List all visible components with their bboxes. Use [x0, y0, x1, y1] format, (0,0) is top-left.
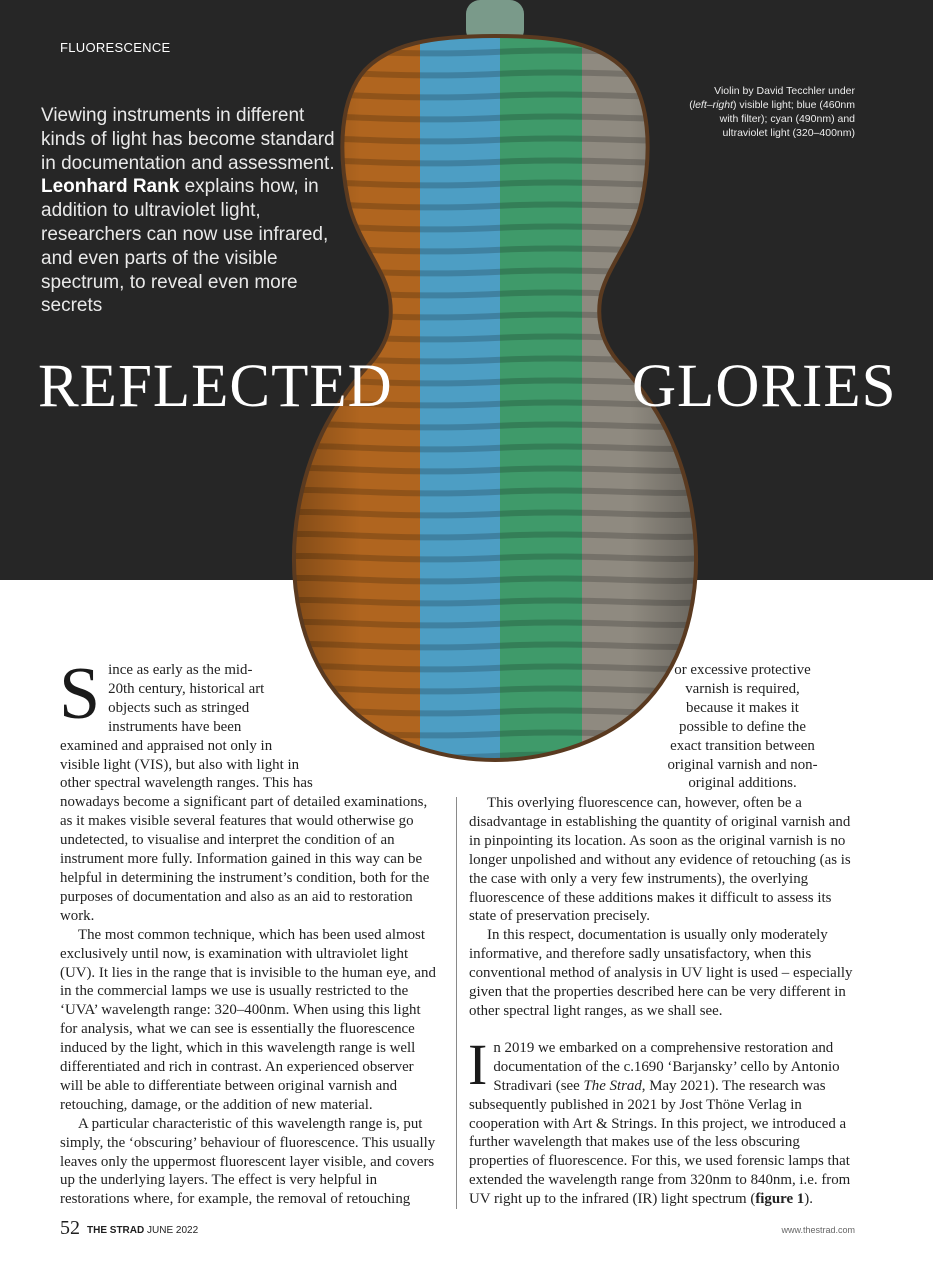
wrap-line: other spectral wavelength ranges. This has	[60, 775, 313, 792]
caption-line-3: with filter); cyan (490nm) and	[719, 113, 855, 125]
paragraph-6-b: , May 2021). The research was subsequently published in 2021 by Jost Thöne Verlag in cooperation with Art & Strings. In this project, we introduced a further wavelength that makes use of the less obscuring properties of fluorescence. For this, we used forensic lamps that extended the wavelength range from 320nm to 840nm, i.e. from UV right up to the infrared (IR) light spectrum (	[469, 1077, 851, 1208]
drop-cap: I	[468, 1031, 488, 1097]
caption-line-1: Violin by David Tecchler under	[714, 85, 855, 97]
drop-cap: S	[59, 653, 101, 735]
wrap-line: because it makes it	[686, 699, 799, 716]
paragraph-6-a: n 2019 we embarked on a comprehensive restoration and documentation of the c.1690 ‘Barjansky’ cello by Antonio Stradivari (see	[493, 1039, 840, 1094]
image-caption: Violin by David Tecchler under (left–right) visible light; blue (460nm with filter); cyan (490nm) and ultraviolet light (320–400nm)	[689, 85, 855, 139]
paragraph-2: The most common technique, which has been used almost exclusively until now, is examination with ultraviolet light (UV). It lies in the range that is invisible to the human eye, and in the commercial lamps we use is usually restricted to the ‘UVA’ wavelength range: 320–400nm. When using this light for analysis, what we can see is essentially the fluorescence induced by the light, which in this wavelength range is well differentiated and rich in contrast. An experienced observer will be able to differentiate between original varnish and retouching, damage, or the addition of new material.	[60, 926, 436, 1113]
author-name: Leonhard Rank	[41, 176, 180, 198]
figure-reference: figure 1	[755, 1191, 805, 1208]
wrap-line: exact transition between	[670, 737, 815, 754]
paragraph-3: A particular characteristic of this wavelength range is, put simply, the ‘obscuring’ behaviour of fluorescence. This usually leaves only the uppermost fluorescent layer visible, and covers up the underlying layers. The effect is very helpful in restorations where, for example, the removal of retouching	[60, 1115, 436, 1208]
body-column-left	[59, 653, 438, 1209]
body-column-right-wrap	[630, 661, 855, 793]
wrap-line: possible to define the	[679, 718, 806, 735]
paragraph-6	[468, 1031, 856, 1209]
wrap-line: ince as early as the mid-	[108, 662, 253, 678]
wrap-line: varnish is required,	[685, 680, 800, 697]
paragraph-6-c: ).	[804, 1191, 813, 1208]
wrap-line: objects such as stringed	[108, 699, 250, 716]
headline-right: GLORIES	[632, 353, 897, 420]
paragraph-1	[59, 653, 438, 926]
wrap-line: original additions.	[688, 775, 797, 792]
wrap-line: examined and appraised not only in	[60, 737, 273, 754]
wrap-line: instruments have been	[108, 718, 242, 735]
caption-emphasis: left–right	[692, 99, 734, 111]
magazine-issue	[87, 1225, 198, 1236]
section-label: FLUORESCENCE	[60, 40, 171, 55]
caption-line-2: ) visible light; blue (460nm	[733, 99, 855, 111]
headline-left: REFLECTED	[38, 353, 393, 420]
paragraph-5: In this respect, documentation is usually only moderately informative, and therefore sadly unsatisfactory, when this conventional method of analysis in UV light is used – especially given that the properties described here can be very different in other spectral light ranges, as we shall see.	[469, 927, 853, 1019]
wrap-line: or excessive protective	[674, 662, 811, 678]
paragraph-1-rest: nowadays become a significant part of detailed examinations, as it makes visible several features that would otherwise go undetected, to visualise and interpret the condition of an instrument more fully. Information gained in this way can be helpful in determining the instrument’s condition, both for the purposes of documentation and also as an aid to restoration work.	[60, 794, 430, 924]
caption-line-4: ultraviolet light (320–400nm)	[722, 127, 855, 139]
website-url: www.thestrad.com	[781, 1225, 855, 1235]
page-number: 52	[60, 1217, 80, 1239]
wrap-line: visible light (VIS), but also with light in	[60, 756, 300, 773]
standfirst	[41, 104, 341, 318]
standfirst-intro: Viewing instruments in different kinds of light has become standard in documentation and assessment.	[41, 105, 335, 174]
wrap-line: 20th century, historical art	[108, 680, 265, 697]
column-divider	[456, 797, 457, 1209]
paragraph-4: This overlying fluorescence can, however, often be a disadvantage in establishing the quantity of original varnish and in pinpointing its location. As soon as the original varnish is no longer unpolished and without any evidence of retouching (as is the case with only a very few instruments), the overlying fluorescence of these additions makes it difficult to assess its state of preservation precisely.	[469, 795, 851, 925]
body-column-right	[469, 794, 856, 1209]
magazine-name: THE STRAD	[87, 1225, 145, 1236]
magazine-title-ref: The Strad	[583, 1077, 642, 1094]
wrap-line: original varnish and non-	[667, 756, 818, 773]
issue-date: JUNE 2022	[147, 1225, 199, 1236]
standfirst-rest: explains how, in addition to ultraviolet light, researchers can now use infrared, and even parts of the visible spectrum, to reveal even more secrets	[41, 176, 329, 317]
